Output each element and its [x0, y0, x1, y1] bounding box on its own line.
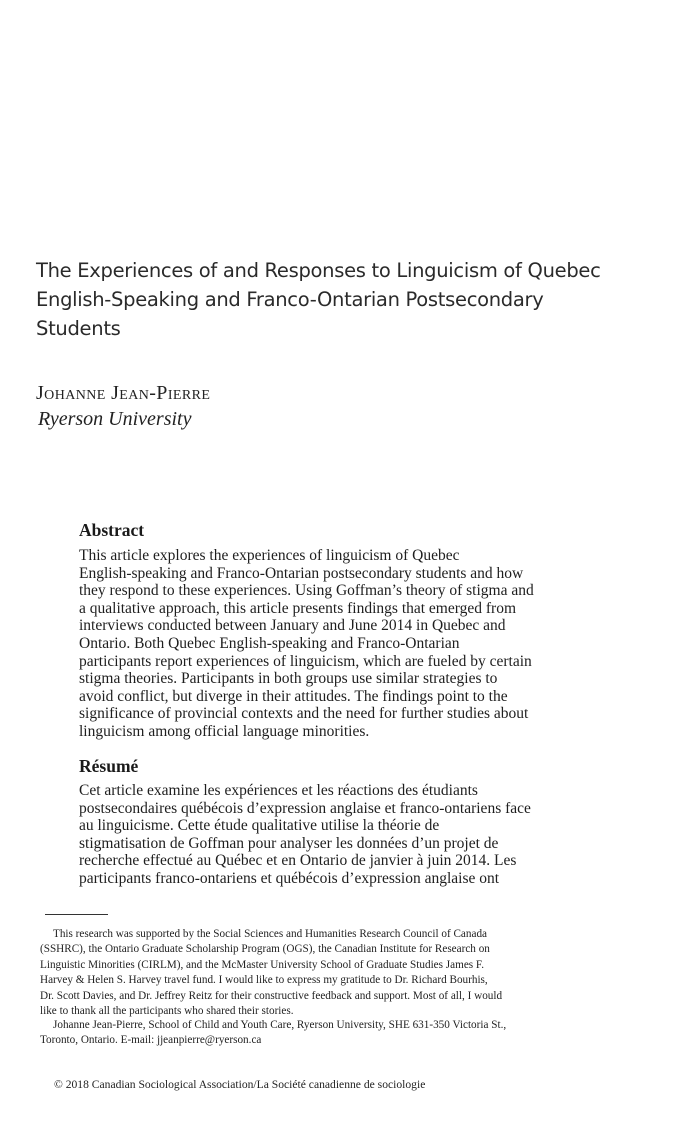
resume-line: au linguicisme. Cette étude qualitative utilise la théorie de	[79, 817, 440, 835]
author-name: Johanne Jean-Pierre	[36, 382, 211, 404]
resume-line: stigmatisation de Goffman pour analyser les données d’un projet de	[79, 834, 499, 852]
footnote-line: (SSHRC), the Ontario Graduate Scholarship Program (OGS), the Canadian Institute for Research on	[40, 943, 490, 956]
footnote-line: Harvey & Helen S. Harvey travel fund. I would like to express my gratitude to Dr. Richard Bourhis,	[40, 974, 488, 987]
footnote-line: Toronto, Ontario. E-mail: jjeanpierre@ryerson.ca	[40, 1034, 262, 1047]
contact-footnote	[40, 1018, 670, 1049]
abstract-line: participants report experiences of linguicism, which are fueled by certain	[79, 652, 532, 670]
funding-footnote	[40, 927, 670, 1019]
footnote-divider	[45, 914, 108, 915]
footnote-line: Johanne Jean-Pierre, School of Child and Youth Care, Ryerson University, SHE 631-350 Victoria St.,	[53, 1019, 507, 1031]
article-title	[36, 256, 636, 343]
article-title-line: The Experiences of and Responses to Linguicism of Quebec	[36, 259, 601, 282]
copyright-notice: © 2018 Canadian Sociological Association/La Société canadienne de sociologie	[54, 1078, 426, 1091]
resume-line: participants franco-ontariens et québécois d’expression anglaise ont	[79, 869, 500, 887]
abstract-heading: Abstract	[79, 520, 145, 540]
abstract-line: This article explores the experiences of linguicism of Quebec	[79, 547, 460, 564]
abstract-line: a qualitative approach, this article presents findings that emerged from	[79, 599, 517, 617]
resume-text	[79, 782, 659, 888]
abstract-line: significance of provincial contexts and the need for further studies about	[79, 705, 529, 723]
abstract-line: stigma theories. Participants in both groups use similar strategies to	[79, 670, 498, 688]
abstract-line: English-speaking and Franco-Ontarian postsecondary students and how	[79, 564, 524, 582]
abstract-text	[79, 547, 659, 741]
footnote-line: This research was supported by the Social Sciences and Humanities Research Council of Canada	[53, 928, 488, 940]
resume-line: postsecondaires québécois d’expression anglaise et franco-ontariens face	[79, 799, 531, 817]
resume-line: recherche effectué au Québec et en Ontario de janvier à juin 2014. Les	[79, 852, 517, 870]
abstract-line: they respond to these experiences. Using Goffman’s theory of stigma and	[79, 582, 534, 600]
footnote-line: Linguistic Minorities (CIRLM), and the McMaster University School of Graduate Studies James F.	[40, 958, 485, 971]
article-title-line: English-Speaking and Franco-Ontarian Postsecondary	[36, 288, 544, 311]
article-title-line: Students	[36, 317, 121, 340]
abstract-line: avoid conflict, but diverge in their attitudes. The findings point to the	[79, 687, 508, 705]
resume-heading: Résumé	[79, 756, 139, 776]
resume-line: Cet article examine les expériences et les réactions des étudiants	[79, 782, 478, 799]
footnote-line: Dr. Scott Davies, and Dr. Jeffrey Reitz for their constructive feedback and support. Most of all, I would	[40, 989, 503, 1002]
author-affiliation: Ryerson University	[38, 408, 192, 430]
abstract-line: interviews conducted between January and June 2014 in Quebec and	[79, 617, 506, 635]
abstract-line: linguicism among official language minorities.	[79, 722, 370, 740]
abstract-line: Ontario. Both Quebec English-speaking and Franco-Ontarian	[79, 634, 460, 652]
footnote-line: like to thank all the participants who shared their stories.	[40, 1005, 294, 1018]
